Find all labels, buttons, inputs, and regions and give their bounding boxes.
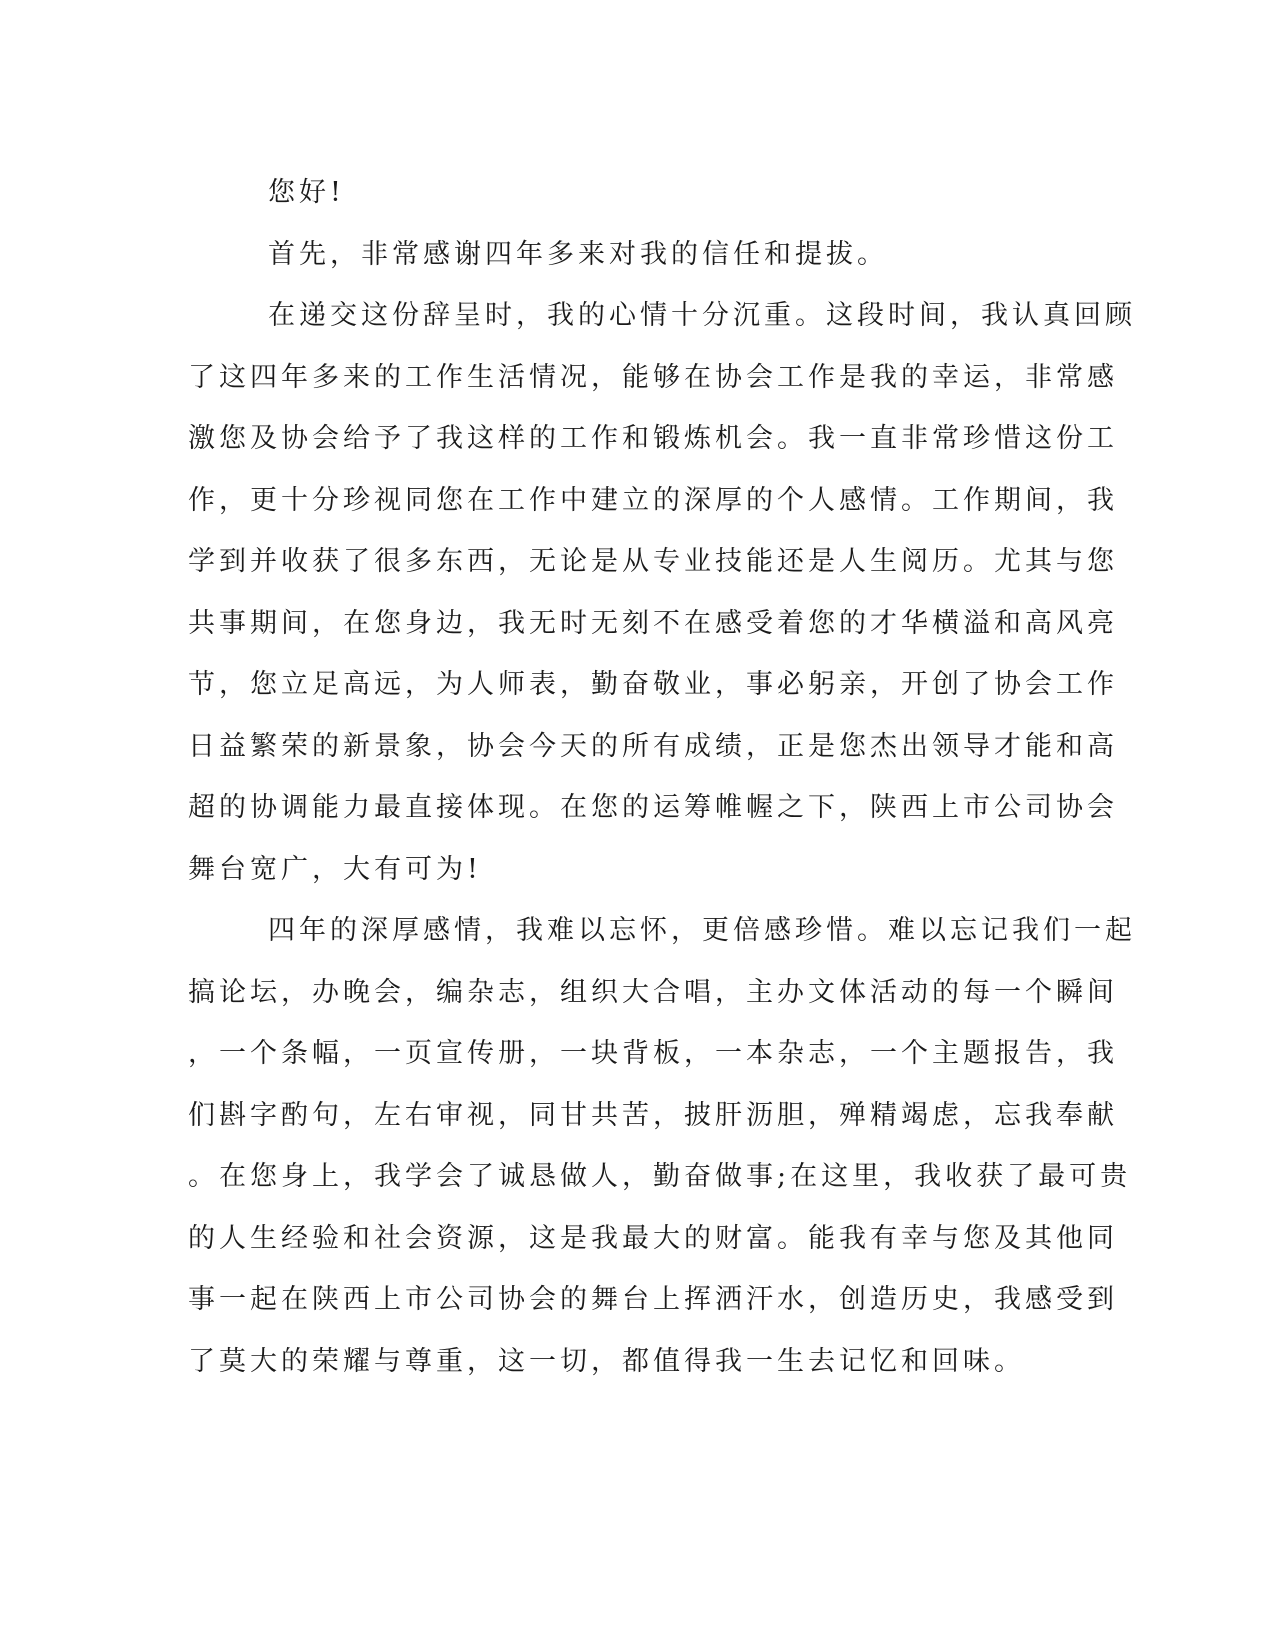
- paragraph-line: 事一起在陕西上市公司协会的舞台上挥洒汗水，创造历史，我感受到: [188, 1284, 1118, 1315]
- paragraph-line: 在递交这份辞呈时，我的心情十分沉重。这段时间，我认真回顾: [268, 300, 1136, 331]
- paragraph-line: 四年的深厚感情，我难以忘怀，更倍感珍惜。难以忘记我们一起: [268, 915, 1136, 946]
- paragraph-line: 舞台宽广，大有可为!: [188, 853, 482, 885]
- paragraph-line: 作，更十分珍视同您在工作中建立的深厚的个人感情。工作期间，我: [188, 484, 1118, 516]
- paragraph-line: 日益繁荣的新景象，协会今天的所有成绩，正是您杰出领导才能和高: [188, 730, 1118, 762]
- paragraph-line: 学到并收获了很多东西，无论是从专业技能还是人生阅历。尤其与您: [188, 546, 1118, 577]
- paragraph-thanks: [188, 224, 1068, 286]
- paragraph-reflection: [188, 285, 1136, 900]
- paragraph-line: 。在您身上，我学会了诚恳做人，勤奋做事;在这里，我收获了最可贵: [188, 1161, 1132, 1192]
- paragraph-line: 搞论坛，办晚会，编杂志，组织大合唱，主办文体活动的每一个瞬间: [188, 976, 1118, 1008]
- paragraph-line: 超的协调能力最直接体现。在您的运筹帷幄之下，陕西上市公司协会: [188, 792, 1118, 823]
- paragraph-line: 们斟字酌句，左右审视，同甘共苦，披肝沥胆，殚精竭虑，忘我奉献: [188, 1099, 1118, 1131]
- paragraph-memories: [188, 900, 1136, 1392]
- letter-body: [188, 162, 1136, 1392]
- paragraph-line: 首先，非常感谢四年多来对我的信任和提拔。: [268, 238, 888, 270]
- paragraph-line: 节，您立足高远，为人师表，勤奋敬业，事必躬亲，开创了协会工作: [188, 669, 1118, 700]
- paragraph-line: 激您及协会给予了我这样的工作和锻炼机会。我一直非常珍惜这份工: [188, 423, 1118, 454]
- paragraph-line: 共事期间，在您身边，我无时无刻不在感受着您的才华横溢和高风亮: [188, 607, 1118, 639]
- greeting: 您好!: [268, 177, 345, 208]
- paragraph-line: 的人生经验和社会资源，这是我最大的财富。能我有幸与您及其他同: [188, 1222, 1118, 1254]
- paragraph-line: 了这四年多来的工作生活情况，能够在协会工作是我的幸运，非常感: [188, 361, 1118, 393]
- paragraph-line: 了莫大的荣耀与尊重，这一切，都值得我一生去记忆和回味。: [188, 1345, 1025, 1377]
- paragraph-line: ，一个条幅，一页宣传册，一块背板，一本杂志，一个主题报告，我: [188, 1038, 1118, 1069]
